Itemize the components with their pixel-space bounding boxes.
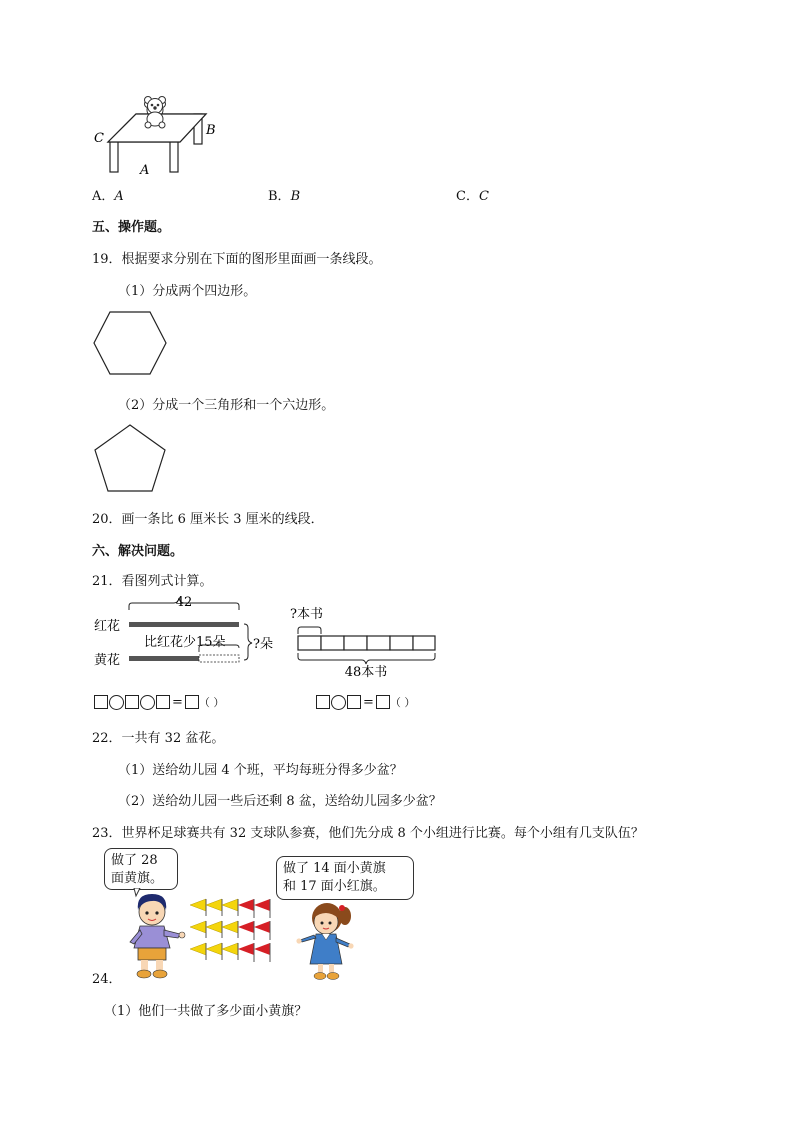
q20-text: 20．画一条比 6 厘米长 3 厘米的线段． (92, 512, 324, 527)
q19-text: 19．根据要求分别在下面的图形里面画一条线段。 (92, 252, 382, 267)
yellow-flower-label: 黄花 (94, 653, 121, 668)
boy-icon (120, 888, 200, 980)
q19-sub1: （1）分成两个四边形。 (118, 284, 257, 299)
flower-bar-diagram (88, 594, 288, 678)
operator-circle[interactable] (140, 695, 155, 710)
unit-paren: （ ） (389, 696, 416, 709)
label-c: C (94, 131, 104, 146)
q24-sub1: （1）他们一共做了多少面小黄旗？ (104, 1004, 308, 1019)
q24-number: 24． (92, 972, 122, 987)
diff-label: 比红花少15朵 (144, 635, 226, 650)
q22-text: 22．一共有 32 盆花。 (92, 731, 225, 746)
section6-title: 六、解决问题。 (92, 544, 184, 559)
red-flower-label: 红花 (94, 619, 121, 634)
q22-sub1: （1）送给幼儿园 4 个班，平均每班分得多少盆？ (118, 763, 403, 778)
red-bar (129, 622, 239, 627)
section5-title: 五、操作题。 (92, 220, 171, 235)
girl-icon (292, 898, 362, 982)
girl-speech-bubble: 做了 14 面小黄旗 和 17 面小红旗。 (276, 856, 414, 900)
boy-speech-bubble: 做了 28 面黄旗。 (104, 848, 178, 890)
operator-circle[interactable] (109, 695, 124, 710)
q19-sub2: （2）分成一个三角形和一个六边形。 (118, 398, 335, 413)
left-equation (94, 694, 224, 710)
option-c[interactable]: C．C (456, 189, 489, 204)
label-a: A (140, 163, 150, 178)
option-a[interactable]: A．A (92, 189, 124, 204)
unit-paren: （ ） (198, 696, 225, 709)
books-total-label: 48本书 (344, 665, 388, 680)
book-bar-diagram (290, 604, 450, 680)
right-equation (316, 694, 415, 710)
hexagon-shape[interactable] (92, 310, 170, 376)
equals-sign: = (172, 694, 183, 710)
answer-box[interactable] (347, 695, 361, 709)
answer-box[interactable] (94, 695, 108, 709)
table-figure (88, 92, 228, 180)
yellow-flag-icons (190, 899, 238, 960)
answer-box[interactable] (185, 695, 199, 709)
operator-circle[interactable] (331, 695, 346, 710)
book-segments (298, 636, 435, 650)
q22-sub2: （2）送给幼儿园一些后还剩 8 盆，送给幼儿园多少盆？ (118, 794, 442, 809)
option-b[interactable]: B．B (268, 189, 301, 204)
answer-box[interactable] (376, 695, 390, 709)
equals-sign: = (363, 694, 374, 710)
yellow-bar (129, 656, 199, 661)
question-flowers: ?朵 (253, 637, 273, 652)
q23-text: 23．世界杯足球赛共有 32 支球队参赛，他们先分成 8 个小组进行比赛。每个小组有几支队伍？ (92, 826, 644, 841)
red-flag-icons (238, 899, 270, 962)
label-b: B (206, 123, 216, 138)
flags-illustration (190, 896, 276, 964)
pentagon-shape[interactable] (92, 423, 168, 493)
red-total-label: 42 (175, 595, 193, 610)
answer-box[interactable] (156, 695, 170, 709)
q21-text: 21．看图列式计算。 (92, 574, 213, 589)
answer-box[interactable] (316, 695, 330, 709)
yellow-bar-diff (199, 655, 239, 662)
answer-box[interactable] (125, 695, 139, 709)
question-books: ?本书 (290, 607, 323, 622)
